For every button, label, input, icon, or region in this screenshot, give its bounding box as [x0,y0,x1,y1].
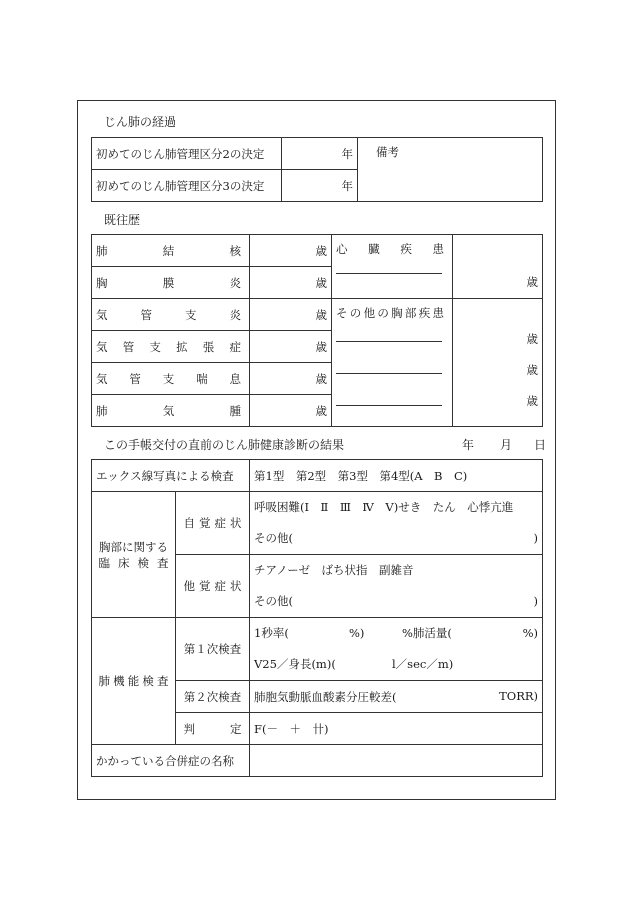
second-line [254,689,538,705]
past-item-3: 気管支拡張症 [92,331,250,363]
heart-label: 心臓疾患 [336,242,444,256]
subjective-close: ) [533,531,538,545]
first-v25-unit: l／sec／m) [392,657,454,671]
history-row1-year: 年 [282,138,358,170]
past-age-1: 歳 [250,267,332,299]
past-age-4: 歳 [250,363,332,395]
clinical-label-2: 臨床検査 [98,555,169,570]
other-age-3: 歳 [526,394,538,408]
xray-label: エックス線写真による検査 [92,460,250,492]
first-cell [250,618,543,681]
judge-value: F(－ ＋ 卄) [250,713,543,745]
objective-close: ) [533,594,538,608]
other-age-1: 歳 [526,332,538,346]
history-table [91,137,543,202]
subjective-other: その他( [254,531,293,545]
first-line2 [254,649,538,680]
first-ratio-unit: %) [349,626,365,640]
past-item-4: 気管支喘息 [92,363,250,395]
subjective-label-cell [176,492,250,555]
judge-label-cell [176,713,250,745]
exam-date-year: 年 [462,438,475,452]
exam-date-day: 日 [534,438,547,452]
past-item-2: 気管支炎 [92,299,250,331]
subjective-line1: 呼吸困難(Ⅰ Ⅱ Ⅲ Ⅳ Ⅴ)せき たん 心悸亢進 [254,500,514,514]
second-unit: TORR) [499,688,538,703]
heart-cell [332,235,453,299]
lung-label-cell [92,618,176,745]
complication-value [250,745,543,777]
objective-line2 [254,586,538,617]
first-vc-unit: %) [522,626,538,640]
past-age-3: 歳 [250,331,332,363]
past-item-1: 胸膜炎 [92,267,250,299]
exam-table [91,459,543,777]
subjective-cell [250,492,543,555]
other-age-cell [453,299,543,427]
first-v25: V25／身長(m)( [254,657,336,671]
history-heading: じん肺の経過 [104,115,177,129]
past-heading: 既往歴 [104,213,141,227]
first-label: 第１次検査 [176,618,250,681]
past-item-0: 肺結核 [92,235,250,267]
objective-other: その他( [254,594,293,608]
other-underline-1 [336,341,442,342]
remarks-cell [358,138,543,202]
first-ratio: 1秒率( [254,626,289,640]
subjective-line2 [254,523,538,554]
heart-underline [336,273,442,274]
past-age-2: 歳 [250,299,332,331]
exam-date-month: 月 [500,438,513,452]
past-age-5: 歳 [250,395,332,427]
second-value: 肺胞気動脈血酸素分圧較差( [254,689,397,704]
subjective-label: 自覚症状 [183,516,242,530]
other-underline-3 [336,405,442,406]
second-label: 第２次検査 [176,681,250,713]
objective-label-cell [176,555,250,618]
xray-value: 第1型 第2型 第3型 第4型(A B C) [250,460,543,492]
other-chest-cell [332,299,453,427]
first-line1 [254,618,538,649]
other-chest-label: その他の胸部疾患 [336,306,444,320]
history-row2-label: 初めてのじん肺管理区分3の決定 [92,170,282,202]
judge-label: 判定 [183,721,242,736]
clinical-label [92,492,176,618]
heart-age: 歳 [453,235,543,299]
objective-line1: チアノーゼ ばち状指 副雑音 [254,563,414,577]
clinical-label-1: 胸部に関する [99,539,168,554]
remarks-label: 備考 [376,145,399,159]
objective-label: 他覚症状 [183,579,242,593]
lung-label: 肺機能検査 [98,674,169,688]
other-age-2: 歳 [526,363,538,377]
past-item-5: 肺気腫 [92,395,250,427]
history-row1-label: 初めてのじん肺管理区分2の決定 [92,138,282,170]
complication-label: かかっている合併症の名称 [92,745,250,777]
objective-cell [250,555,543,618]
other-underline-2 [336,373,442,374]
first-vc: %肺活量( [402,626,452,640]
history-row2-year: 年 [282,170,358,202]
second-cell [250,681,543,713]
exam-heading: この手帳交付の直前のじん肺健康診断の結果 [104,438,345,452]
past-age-0: 歳 [250,235,332,267]
past-table [91,234,543,427]
